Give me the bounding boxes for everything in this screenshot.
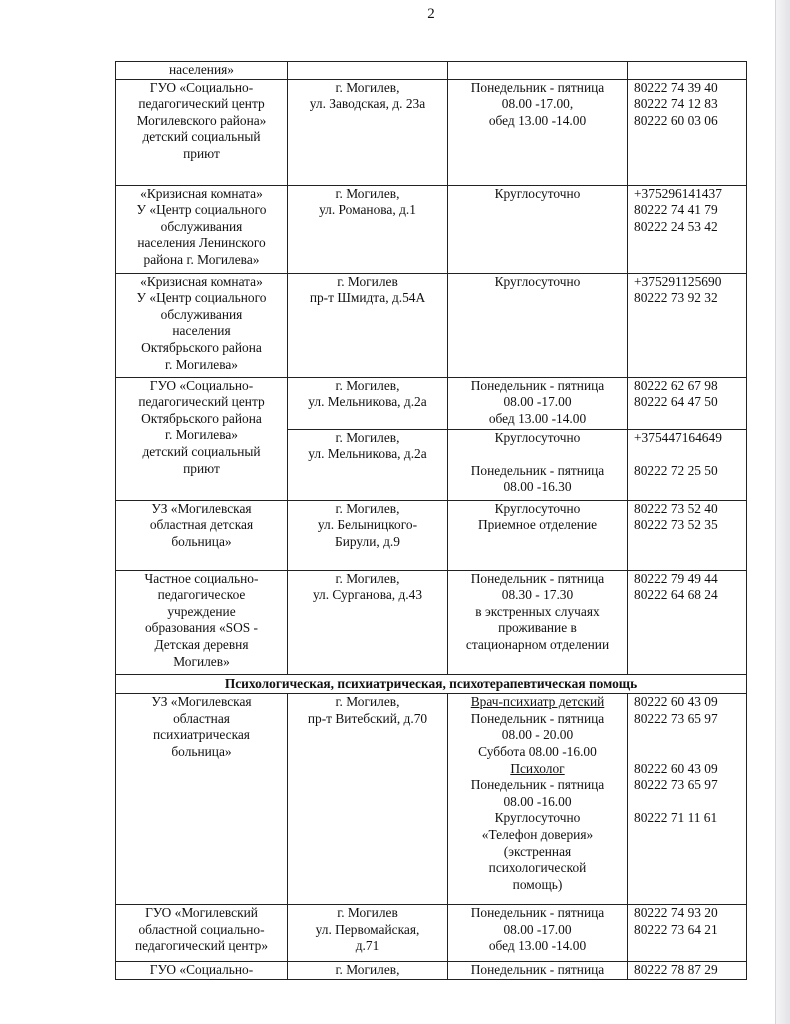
- address-cell: г. Могилев ул. Первомайская, д.71: [288, 905, 448, 962]
- table-row: [116, 962, 747, 980]
- phone-cell: 80222 79 49 44 80222 64 68 24: [628, 570, 747, 674]
- org-cell: УЗ «Могилевская областная детская больница»: [116, 500, 288, 570]
- section-title: Психологическая, психиатрическая, психотерапевтическая помощь: [116, 674, 747, 694]
- hours-cell: Понедельник - пятница: [448, 962, 628, 980]
- address-cell: г. Могилев,: [288, 962, 448, 980]
- hours-heading: Психолог: [510, 760, 565, 776]
- hours-cell: [448, 694, 628, 905]
- address-cell: г. Могилев, пр-т Витебский, д.70: [288, 694, 448, 905]
- section-row: [116, 674, 747, 694]
- page-number: 2: [427, 6, 435, 22]
- org-cell: «Кризисная комната» У «Центр социального обслуживания населения Октябрьского района г. Могилева»: [116, 273, 288, 377]
- hours-cell: Круглосуточно Приемное отделение: [448, 500, 628, 570]
- viewer-scroll-edge: [775, 0, 790, 1024]
- table-row: [116, 500, 747, 570]
- hours-cell: [448, 62, 628, 80]
- table-row: [116, 694, 747, 905]
- phone-cell: 80222 74 93 20 80222 73 64 21: [628, 905, 747, 962]
- table-row: [116, 185, 747, 273]
- address-cell: г. Могилев, ул. Заводская, д. 23а: [288, 79, 448, 185]
- org-cell: населения»: [116, 62, 288, 80]
- phone-cell: +375291125690 80222 73 92 32: [628, 273, 747, 377]
- hours-cell: Понедельник - пятница 08.00 -17.00, обед 13.00 -14.00: [448, 79, 628, 185]
- phone-cell: 80222 78 87 29: [628, 962, 747, 980]
- org-cell: ГУО «Социально- педагогический центр Октябрьского района г. Могилева» детский социальный приют: [116, 377, 288, 500]
- org-cell: Частное социально- педагогическое учреждение образования «SOS - Детская деревня Могилев»: [116, 570, 288, 674]
- hours-text: Понедельник - пятница 08.00 - 20.00 Суббота 08.00 -16.00: [470, 710, 605, 759]
- table-row: [116, 377, 747, 429]
- org-cell: УЗ «Могилевская областная психиатрическая больница»: [116, 694, 288, 905]
- hours-cell: Круглосуточно Понедельник - пятница 08.00 -16.30: [448, 429, 628, 500]
- hours-cell: Круглосуточно: [448, 185, 628, 273]
- hours-cell: Понедельник - пятница 08.30 - 17.30 в экстренных случаях проживание в стационарном отделении: [448, 570, 628, 674]
- hours-text: Понедельник - пятница 08.00 -16.00 Круглосуточно «Телефон доверия» (экстренная психологической помощь): [470, 777, 605, 892]
- hours-heading: Врач-психиатр детский: [470, 694, 605, 710]
- hours-cell: Понедельник - пятница 08.00 -17.00 обед 13.00 -14.00: [448, 905, 628, 962]
- address-cell: г. Могилев, ул. Мельникова, д.2а: [288, 377, 448, 429]
- phone-cell: [628, 62, 747, 80]
- table-row: [116, 79, 747, 185]
- org-cell: «Кризисная комната» У «Центр социального обслуживания населения Ленинского района г. Могилева»: [116, 185, 288, 273]
- address-cell: г. Могилев, ул. Романова, д.1: [288, 185, 448, 273]
- phone-cell: 80222 74 39 40 80222 74 12 83 80222 60 03 06: [628, 79, 747, 185]
- address-cell: г. Могилев пр-т Шмидта, д.54А: [288, 273, 448, 377]
- table-row: [116, 570, 747, 674]
- address-cell: г. Могилев, ул. Сурганова, д.43: [288, 570, 448, 674]
- phone-cell: +375296141437 80222 74 41 79 80222 24 53 42: [628, 185, 747, 273]
- address-cell: г. Могилев, ул. Белыницкого- Бирули, д.9: [288, 500, 448, 570]
- services-table: [115, 61, 747, 980]
- phone-cell: 80222 60 43 09 80222 73 65 97 80222 60 43 09 80222 73 65 97 80222 71 11 61: [628, 694, 747, 905]
- table-row: [116, 62, 747, 80]
- address-cell: г. Могилев, ул. Мельникова, д.2а: [288, 429, 448, 500]
- phone-cell: 80222 62 67 98 80222 64 47 50: [628, 377, 747, 429]
- phone-cell: 80222 73 52 40 80222 73 52 35: [628, 500, 747, 570]
- org-cell: ГУО «Социально-: [116, 962, 288, 980]
- address-cell: [288, 62, 448, 80]
- table-row: [116, 905, 747, 962]
- hours-cell: Круглосуточно: [448, 273, 628, 377]
- org-cell: ГУО «Могилевский областной социально- педагогический центр»: [116, 905, 288, 962]
- hours-cell: Понедельник - пятница 08.00 -17.00 обед 13.00 -14.00: [448, 377, 628, 429]
- phone-cell: +375447164649 80222 72 25 50: [628, 429, 747, 500]
- table-row: [116, 273, 747, 377]
- org-cell: ГУО «Социально- педагогический центр Могилевского района» детский социальный приют: [116, 79, 288, 185]
